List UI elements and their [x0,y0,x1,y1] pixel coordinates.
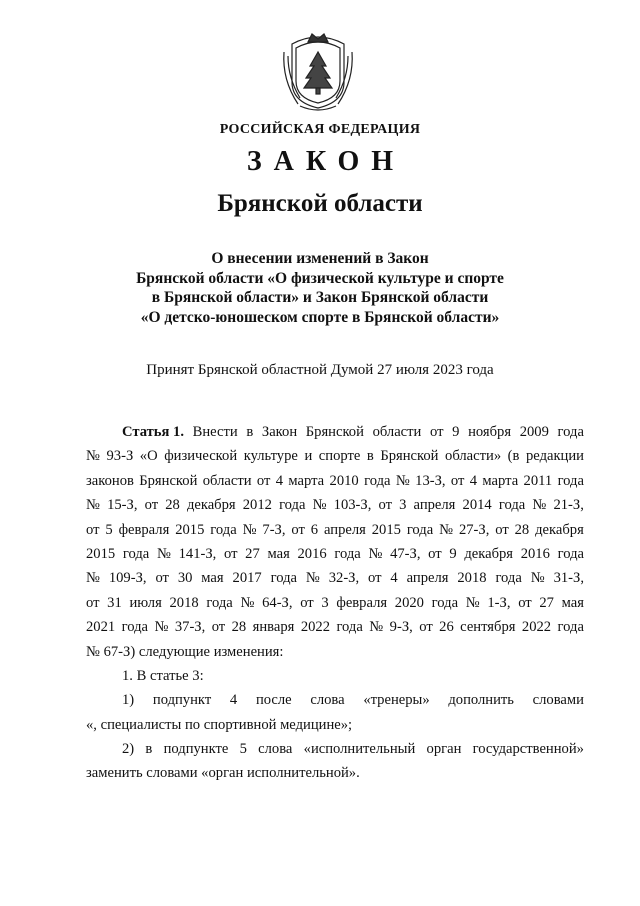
word: 31 [107,594,122,611]
word: Закон [261,424,298,440]
word: ноября [468,424,512,440]
word: 37-З, [174,619,206,636]
word: от [428,545,442,562]
word: года [557,472,584,489]
word: апреля [413,497,456,514]
word: физической [164,448,238,465]
word: апреля [406,570,449,587]
word: культуре [243,448,298,465]
word: 2) [122,741,135,758]
word: 4 [390,570,398,587]
document-type: ЗАКОН [246,146,406,177]
region-name: Брянской области [217,190,423,217]
word: в [366,448,374,465]
article-line [86,542,584,566]
word: от [419,619,433,636]
word: 4 [229,692,238,709]
word: 3 [321,594,329,611]
word: от [155,570,169,587]
word: 2022 [521,619,552,636]
word: «исполнительный [303,741,416,758]
law-body [86,420,584,786]
word: № [439,521,454,538]
word: июля [129,594,162,611]
word: от [86,594,100,611]
word: 27 [539,594,554,611]
title-line: О внесении изменений в Закон [211,250,429,267]
word: года [498,497,526,514]
word: 27 [245,545,260,562]
word: № [395,472,410,489]
word: 2014 [462,497,492,514]
title-line: «О детско-юношеском спорте в Брянской области» [140,308,500,326]
word: от [256,472,271,489]
word: после [255,692,292,709]
word: 2010 [329,472,359,489]
word: года [406,521,434,538]
article-text [86,444,584,639]
subitem-line: заменить словами «орган исполнительной». [86,765,360,782]
word: 13-З, [415,472,446,489]
word: (в [507,448,520,465]
word: № [312,497,327,514]
word: года [122,545,150,562]
word: года [206,594,233,611]
word: декабря [464,545,514,562]
word: 93-З [106,448,134,465]
word: «тренеры» [363,692,430,709]
word: 2018 [457,570,487,587]
word: 7-З, [262,521,286,538]
word: от [291,521,305,538]
word: февраля [336,594,388,611]
word: № [465,594,480,611]
word: подпункте [163,741,229,758]
word: года [364,472,391,489]
word: орган [426,741,462,758]
word: 4 [275,472,284,489]
word: декабря [186,497,236,514]
word: года [270,570,297,587]
section-heading: 1. В статье 3: [122,667,204,684]
word: № [86,570,100,587]
article-line [86,420,584,444]
word: 26 [439,619,454,636]
word: № [305,570,320,587]
title-line: Брянской области «О физической культуре и спорте [136,269,504,287]
word: от [300,594,314,611]
word: от [378,497,392,514]
word: 28 [231,619,247,636]
subitem-line [86,688,584,712]
article-label: Статья 1. [122,424,184,440]
subitem-line [86,737,584,761]
word: № [240,594,255,611]
word: 2017 [232,570,262,587]
word: 2015 [86,545,116,562]
word: года [557,424,584,440]
word: 4 [469,472,478,489]
word: 1-З, [487,594,511,611]
word: года [210,521,237,538]
word: года [334,545,361,562]
word: года [495,570,522,587]
word: спорте [318,448,361,465]
word: мая [267,545,290,562]
title-line: в Брянской области» и Закон Брянской области [151,289,489,306]
word: марта [482,472,519,489]
word: 9 [452,424,460,440]
word: Брянской [139,472,198,489]
word: № [156,545,171,562]
word: № [368,545,383,562]
word: 1) [122,692,135,709]
word: 21-З, [553,497,584,514]
word: 2012 [242,497,272,514]
word: от [518,594,532,611]
word: Внести [192,424,238,440]
word: 28 [165,497,180,514]
word: № [154,619,169,636]
article-line [86,469,584,493]
article-line [86,518,584,542]
word: 2020 [394,594,424,611]
word: года [279,497,306,514]
word: в [145,741,153,758]
word: 64-З, [262,594,293,611]
word: 141-З, [178,545,217,562]
word: декабря [535,521,584,538]
word: от [495,521,509,538]
word: 9 [449,545,457,562]
law-title [100,249,540,327]
word: 31-З, [553,570,584,587]
word: года [431,594,459,611]
word: слова [258,741,293,758]
word: февраля [118,521,170,538]
word: 2021 [86,619,116,636]
word: марта [288,472,325,489]
article-line [86,493,584,517]
word: апреля [323,521,366,538]
word: и [304,448,313,465]
word: «О [139,448,158,465]
word: Брянской [305,424,364,440]
word: мая [561,594,584,611]
word: № [86,497,100,514]
word: 5 [239,741,247,758]
word: 2011 [523,472,553,489]
word: 2016 [520,545,550,562]
word: 2016 [297,545,327,562]
word: № [369,619,384,636]
word: № [86,448,100,465]
article-line [86,615,584,639]
coat-of-arms-emblem [278,22,358,114]
word: года [557,619,584,636]
word: 103-З, [333,497,372,514]
word: года [121,619,149,636]
word: законов [86,472,134,489]
word: 9-З, [389,619,413,636]
word: государственной» [472,741,584,758]
adoption-note: Принят Брянской областной Думой 27 июля 2023 года [146,362,494,378]
word: 109-З, [108,570,147,587]
word: от [430,424,444,440]
word: № [532,497,547,514]
word: области [202,472,252,489]
article-line [86,444,584,468]
word: 3 [399,497,407,514]
word: от [86,521,100,538]
word: области [372,424,422,440]
word: 2015 [175,521,205,538]
word: дополнить [448,692,514,709]
word: 2009 [519,424,549,440]
word: 47-З, [390,545,421,562]
word: 15-З, [107,497,138,514]
article-line [86,591,584,615]
word: сентября [460,619,516,636]
word: области» [445,448,502,465]
word: 27-З, [458,521,490,538]
word: 28 [514,521,530,538]
word: 2018 [169,594,199,611]
word: от [368,570,382,587]
word: от [211,619,226,636]
word: от [224,545,238,562]
country-name: РОССИЙСКАЯ ФЕДЕРАЦИЯ [219,122,421,137]
word: в [246,424,254,440]
word: № [530,570,545,587]
article-line: № 67-З) следующие изменения: [86,643,284,660]
word: 6 [310,521,319,538]
word: слова [310,692,345,709]
word: 2015 [371,521,401,538]
word: января [252,619,295,636]
word: от [450,472,465,489]
word: 5 [105,521,113,538]
word: словами [532,692,584,709]
word: года [336,619,363,636]
word: 30 [177,570,193,587]
word: от [144,497,159,514]
word: Брянской [380,448,439,465]
word: подпункт [152,692,212,709]
word: 2022 [300,619,330,636]
article-line [86,566,584,590]
word: года [557,545,584,562]
word: 32-З, [328,570,360,587]
word: № [242,521,257,538]
word: мая [201,570,224,587]
subitem-line: «, специалисты по спортивной медицине»; [86,716,353,733]
word: редакции [525,448,584,465]
